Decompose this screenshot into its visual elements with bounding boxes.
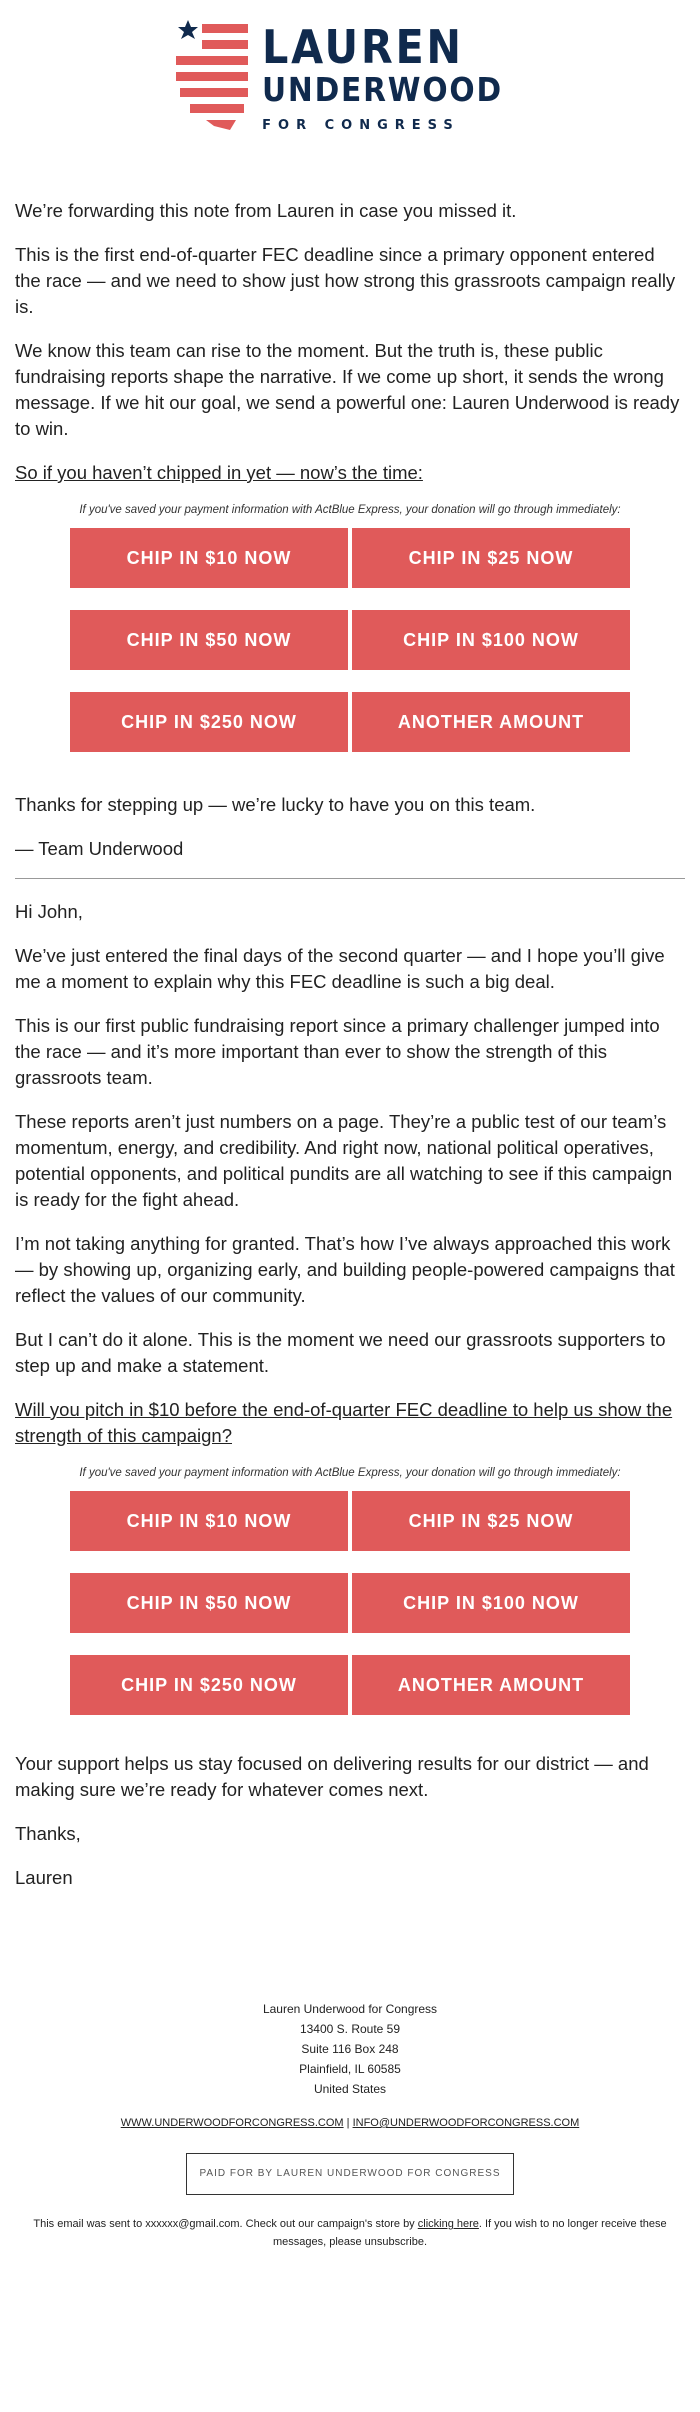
part1-paragraph: This is the first end-of-quarter FEC deadline since a primary opponent entered the race — and we need to show just how strong this grassroots campaign really is. [15,244,676,317]
letter-paragraph: Your support helps us stay focused on delivering results for our district — and making sure we’re ready for whatever comes next. [15,1753,649,1800]
part2-donate-link[interactable]: Will you pitch in $10 before the end-of-quarter FEC deadline to help us show the strength of this campaign? [15,1399,673,1446]
part1-paragraph: We know this team can rise to the moment. But the truth is, these public fundraising reports shape the narrative. If we come up short, it sends the wrong message. If we hit our goal, we send a powerful one: Lauren Underwood is ready to win. [15,340,680,439]
logo-name-first: LAUREN [262,20,464,74]
fine-print-text: This email was sent to xxxxxx@gmail.com. Check out our campaign's store by [33,2218,418,2230]
footer-address-line: Plainfield, IL 60585 [299,2062,401,2076]
footer-address-line: Suite 116 Box 248 [301,2042,399,2056]
paid-for-disclaimer: PAID FOR BY LAUREN UNDERWOOD FOR CONGRESS [186,2153,513,2195]
donate-10-button[interactable]: CHIP IN $10 NOW [70,1491,348,1551]
donate-other-amount-button[interactable]: ANOTHER AMOUNT [352,1655,630,1715]
forward-intro: We’re forwarding this note from Lauren in case you missed it. [15,200,517,221]
unsubscribe-note [20,2215,680,2251]
donate-100-button[interactable]: CHIP IN $100 NOW [352,1573,630,1633]
letter-paragraph: But I can’t do it alone. This is the moment we need our grassroots supporters to step up and make a statement. [15,1329,666,1376]
actblue-note: If you've saved your payment information with ActBlue Express, your donation will go through immediately: [79,504,621,516]
donate-250-button[interactable]: CHIP IN $250 NOW [70,692,348,752]
letter-thanks: Thanks, [15,1823,81,1844]
campaign-logo[interactable] [0,0,700,140]
greeting: Hi John, [15,901,83,922]
letter-paragraph: These reports aren’t just numbers on a page. They’re a public test of our team’s momentum, energy, and credibility. And right now, national political operatives, potential opponents, and political pundits are all watching to see if this campaign is ready for the fight ahead. [15,1111,673,1210]
donate-25-button[interactable]: CHIP IN $25 NOW [352,1491,630,1551]
website-link[interactable]: WWW.UNDERWOODFORCONGRESS.COM [120,2117,344,2129]
letter-paragraph: I’m not taking anything for granted. That’s how I’ve always approached this work — by showing up, organizing early, and building people-powered campaigns that reflect the values of our community. [15,1233,675,1306]
donate-25-button[interactable]: CHIP IN $25 NOW [352,528,630,588]
flag-map-icon [170,20,250,132]
donate-50-button[interactable]: CHIP IN $50 NOW [70,1573,348,1633]
footer-links [0,2113,700,2133]
part1-donate-link[interactable]: So if you haven’t chipped in yet — now’s the time: [15,462,423,483]
donate-250-button[interactable]: CHIP IN $250 NOW [70,1655,348,1715]
email-body [0,140,700,1891]
donate-other-amount-button[interactable]: ANOTHER AMOUNT [352,692,630,752]
letter-paragraph: We’ve just entered the final days of the second quarter — and I hope you’ll give me a moment to explain why this FEC deadline is such a big deal. [15,945,665,992]
fine-print-text: . If you wish to no longer receive these messages, please unsubscribe. [272,2218,667,2248]
footer-address-line: 13400 S. Route 59 [299,2022,401,2036]
letter-paragraph: This is our first public fundraising report since a primary challenger jumped into the race — and it’s more important than ever to show the strength of this grassroots team. [15,1015,660,1088]
footer [0,1999,700,2251]
section-divider [15,878,685,879]
donate-10-button[interactable]: CHIP IN $10 NOW [70,528,348,588]
donation-button-grid [70,1491,630,1715]
part1-thanks: Thanks for stepping up — we’re lucky to have you on this team. [15,794,536,815]
donate-100-button[interactable]: CHIP IN $100 NOW [352,610,630,670]
donation-button-grid [70,528,630,752]
footer-link-separator: | [346,2117,350,2129]
donate-50-button[interactable]: CHIP IN $50 NOW [70,610,348,670]
footer-org: Lauren Underwood for Congress [262,2002,438,2016]
logo-name-last: UNDERWOOD [262,70,504,109]
store-link[interactable]: clicking here [417,2218,479,2230]
email-link[interactable]: INFO@UNDERWOODFORCONGRESS.COM [352,2117,580,2129]
logo-tagline: FOR CONGRESS [262,118,460,133]
footer-country: United States [313,2082,387,2096]
actblue-note: If you've saved your payment information with ActBlue Express, your donation will go through immediately: [79,1467,621,1479]
part1-signature: — Team Underwood [15,838,184,859]
letter-signature: Lauren [15,1867,73,1888]
